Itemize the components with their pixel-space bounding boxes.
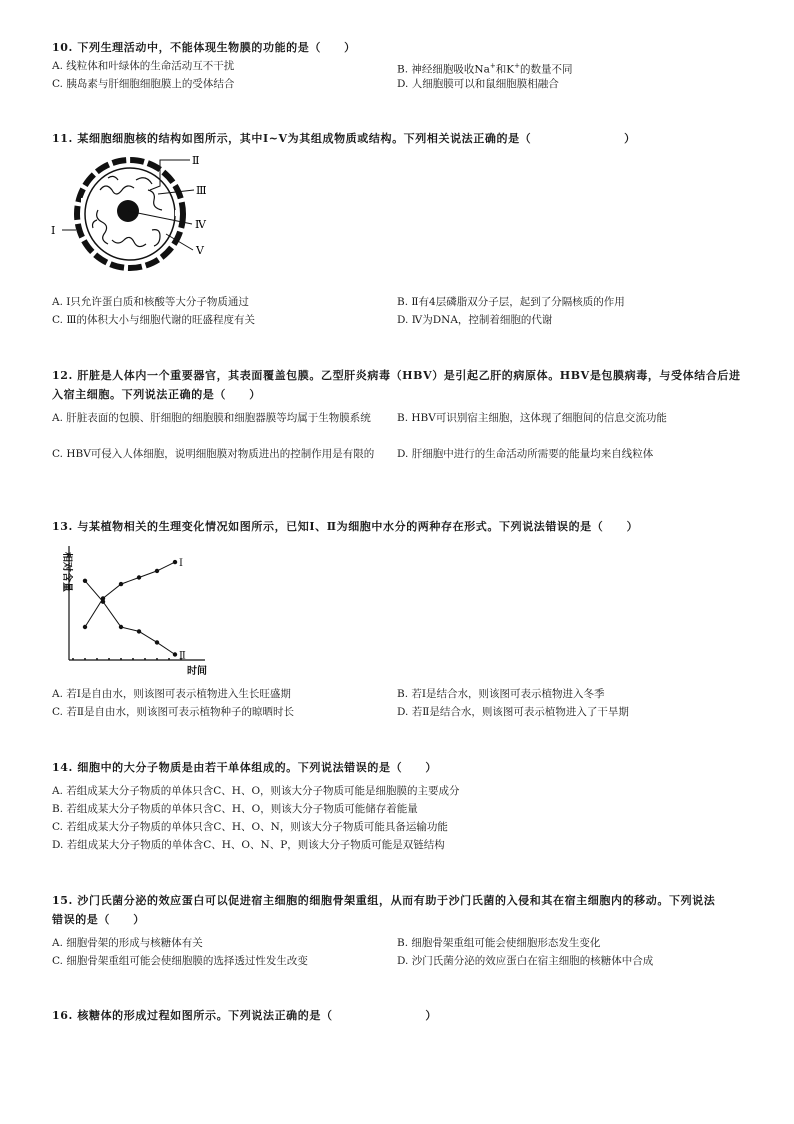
option-c[interactable]: C. 若组成某大分子物质的单体只含C、H、O、N，则该大分子物质可能具备运输功能 xyxy=(52,821,448,833)
question-text-line1: 沙门氏菌分泌的效应蛋白可以促进宿主细胞的细胞骨架重组，从而有助于沙门氏菌的入侵和其在宿主细胞内的移动。下列说法 xyxy=(77,894,716,907)
option-c[interactable]: C. 胰岛素与肝细胞细胞膜上的受体结合 xyxy=(52,78,235,90)
water-content-chart xyxy=(55,542,225,677)
superscript-plus: + xyxy=(489,62,496,70)
question-10-stem xyxy=(52,38,356,57)
option-a[interactable]: A. 细胞骨架的形成与核糖体有关 xyxy=(52,937,203,949)
option-b[interactable]: B. 细胞骨架重组可能会使细胞形态发生变化 xyxy=(397,937,601,949)
question-13-stem xyxy=(52,517,638,536)
option-a[interactable]: A. Ⅰ只允许蛋白质和核酸等大分子物质通过 xyxy=(52,296,249,308)
question-number: 13. xyxy=(52,520,73,533)
option-b-text-2: 和K xyxy=(495,63,515,76)
label-iii: Ⅲ xyxy=(196,184,207,197)
data-point xyxy=(101,600,105,604)
option-d[interactable]: D. 人细胞膜可以和鼠细胞膜相融合 xyxy=(397,78,559,90)
option-b[interactable]: B. 若组成某大分子物质的单体只含C、H、O，则该大分子物质可能储存着能量 xyxy=(52,803,418,815)
series-line-1 xyxy=(85,562,175,627)
question-number: 12. xyxy=(52,369,73,382)
question-text: 细胞中的大分子物质是由若干单体组成的。下列说法错误的是（ ） xyxy=(77,761,437,774)
option-d[interactable]: D. 若组成某大分子物质的单体含C、H、O、N、P，则该大分子物质可能是双链结构 xyxy=(52,839,445,851)
option-c[interactable]: C. Ⅲ的体积大小与细胞代谢的旺盛程度有关 xyxy=(52,314,255,326)
option-b[interactable]: B. 若Ⅰ是结合水，则该图可表示植物进入冬季 xyxy=(397,688,605,700)
question-16-stem xyxy=(52,1006,437,1025)
data-point xyxy=(173,652,177,656)
question-text: 与某植物相关的生理变化情况如图所示，已知Ⅰ、Ⅱ为细胞中水分的两种存在形式。下列说法错误的是（ ） xyxy=(77,520,639,533)
question-number: 14. xyxy=(52,761,73,774)
y-axis-label xyxy=(61,552,74,592)
label-iv: Ⅳ xyxy=(195,218,206,231)
label-v: Ⅴ xyxy=(196,244,204,257)
question-text: 某细胞细胞核的结构如图所示，其中Ⅰ~Ⅴ为其组成物质或结构。下列相关说法正确的是（ ） xyxy=(77,132,636,145)
option-b-text-1: B. 神经细胞吸收Na xyxy=(397,63,490,76)
data-point xyxy=(83,579,87,583)
data-point xyxy=(137,629,141,633)
option-d[interactable]: D. 肝细胞中进行的生命活动所需要的能量均来自线粒体 xyxy=(397,448,654,460)
data-point xyxy=(155,569,159,573)
question-number: 10. xyxy=(52,41,73,54)
series-label: Ⅱ xyxy=(179,650,186,662)
question-14-stem xyxy=(52,758,437,777)
data-point xyxy=(155,640,159,644)
label-ii: Ⅱ xyxy=(192,154,200,167)
question-number: 11. xyxy=(52,132,73,145)
question-number: 15. xyxy=(52,894,73,907)
option-d[interactable]: D. 沙门氏菌分泌的效应蛋白在宿主细胞的核糖体中合成 xyxy=(397,955,654,967)
series-label: Ⅰ xyxy=(179,558,183,570)
question-number: 16. xyxy=(52,1009,73,1022)
option-c[interactable]: C. HBV可侵入人体细胞，说明细胞膜对物质进出的控制作用是有限的 xyxy=(52,448,375,460)
option-a[interactable]: A. 若组成某大分子物质的单体只含C、H、O，则该大分子物质可能是细胞膜的主要成分 xyxy=(52,785,460,797)
option-a[interactable]: A. 肝脏表面的包膜、肝细胞的细胞膜和细胞器膜等均属于生物膜系统 xyxy=(52,412,371,424)
question-text-line1: 肝脏是人体内一个重要器官，其表面覆盖包膜。乙型肝炎病毒（HBV）是引起乙肝的病原体。HBV是包膜病毒，与受体结合后进 xyxy=(77,369,741,382)
data-point xyxy=(137,575,141,579)
question-text-line2: 错误的是（ ） xyxy=(52,913,145,926)
option-d[interactable]: D. Ⅳ为DNA，控制着细胞的代谢 xyxy=(397,314,553,326)
data-point xyxy=(83,625,87,629)
question-11-stem xyxy=(52,129,636,148)
data-point xyxy=(119,625,123,629)
option-b[interactable]: B. HBV可识别宿主细胞，这体现了细胞间的信息交流功能 xyxy=(397,412,667,424)
x-axis-label: 时间 xyxy=(187,666,207,677)
nucleus-structure-figure xyxy=(48,150,218,285)
question-text: 核糖体的形成过程如图所示。下列说法正确的是（ ） xyxy=(77,1009,437,1022)
series-line-2 xyxy=(85,581,175,655)
option-a[interactable]: A. 线粒体和叶绿体的生命活动互不干扰 xyxy=(52,60,235,72)
y-axis-label-text: 相对含量 xyxy=(61,552,72,592)
option-b[interactable] xyxy=(397,58,572,78)
superscript-plus: + xyxy=(514,62,520,70)
question-15-stem xyxy=(52,891,752,929)
option-d[interactable]: D. 若Ⅱ是结合水，则该图可表示植物进入了干旱期 xyxy=(397,706,629,718)
label-i: Ⅰ xyxy=(51,224,56,237)
data-point xyxy=(173,560,177,564)
option-c[interactable]: C. 若Ⅱ是自由水，则该图可表示植物种子的晾晒时长 xyxy=(52,706,294,718)
option-a[interactable]: A. 若Ⅰ是自由水，则该图可表示植物进入生长旺盛期 xyxy=(52,688,291,700)
option-b-text-3: 的数量不同 xyxy=(519,63,573,76)
question-text: 下列生理活动中，不能体现生物膜的功能的是（ ） xyxy=(77,41,356,54)
question-text-line2: 入宿主细胞。下列说法正确的是（ ） xyxy=(52,388,261,401)
option-c[interactable]: C. 细胞骨架重组可能会使细胞膜的选择透过性发生改变 xyxy=(52,955,308,967)
data-point xyxy=(119,582,123,586)
option-b[interactable]: B. Ⅱ有4层磷脂双分子层，起到了分隔核质的作用 xyxy=(397,296,625,308)
question-12-stem xyxy=(52,366,752,404)
